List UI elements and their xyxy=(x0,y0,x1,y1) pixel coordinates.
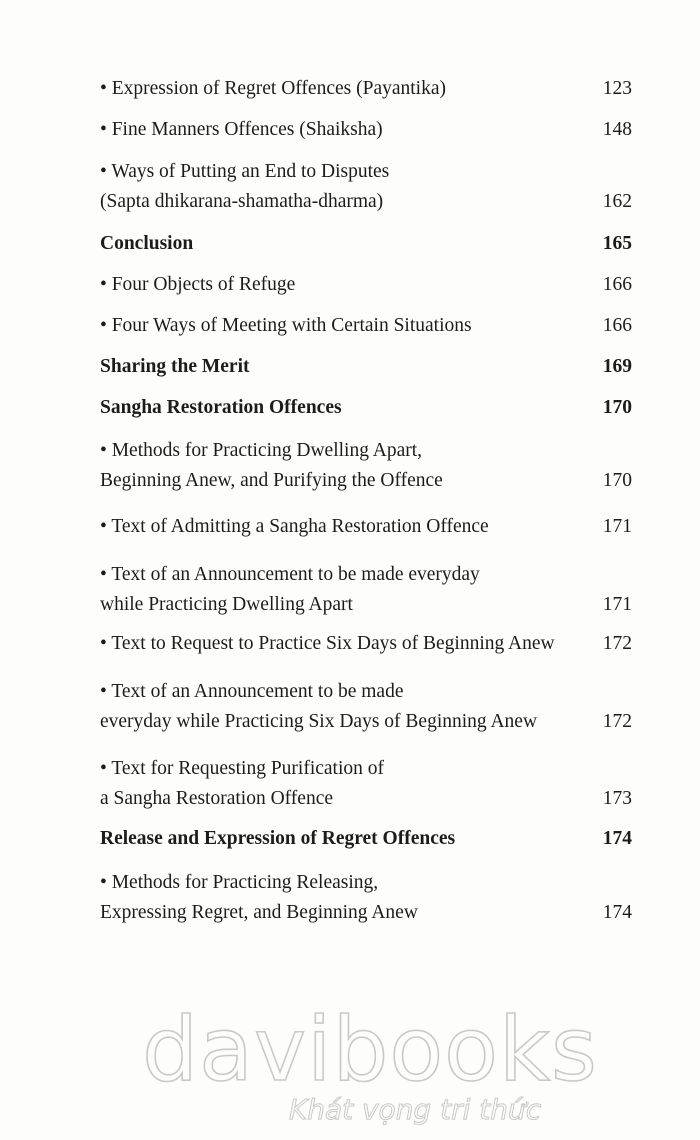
toc-page-number: 169 xyxy=(602,356,632,377)
toc-entry xyxy=(100,74,632,104)
toc-page-number: 171 xyxy=(602,594,632,615)
toc-entry xyxy=(100,436,632,496)
toc-entry-title: • Methods for Practicing Dwelling Apart, xyxy=(100,440,423,461)
toc-entry xyxy=(100,677,632,737)
toc-entry-title: • Expression of Regret Offences (Payantika) xyxy=(100,78,446,99)
toc-entry-title: • Text of an Announcement to be made xyxy=(100,681,404,702)
toc-page-number: 172 xyxy=(602,711,632,732)
toc-entry xyxy=(100,311,632,341)
toc-entry-title: • Four Objects of Refuge xyxy=(100,274,296,295)
toc-entry xyxy=(100,868,632,928)
toc-entry-title: • Ways of Putting an End to Disputes xyxy=(100,161,390,182)
toc-entry-title-continued: while Practicing Dwelling Apart xyxy=(100,594,353,615)
toc-entry xyxy=(100,512,632,542)
toc-page-number: 170 xyxy=(602,470,632,491)
toc-page-number: 174 xyxy=(602,902,632,923)
watermark-tagline: Khát vọng tri thức xyxy=(288,1093,542,1126)
toc-entry-title-continued: Beginning Anew, and Purifying the Offence xyxy=(100,470,443,491)
toc-section-heading xyxy=(100,824,632,854)
toc-page-number: 165 xyxy=(602,233,632,254)
toc-page-number: 123 xyxy=(602,78,632,99)
toc-page-number: 162 xyxy=(602,191,632,212)
toc-heading-title: Sangha Restoration Offences xyxy=(100,397,342,418)
toc-page-number: 171 xyxy=(602,516,632,537)
toc-heading-title: Sharing the Merit xyxy=(100,356,250,377)
toc-entry-title: • Text of Admitting a Sangha Restoration Offence xyxy=(100,516,489,537)
toc-entry-title: • Text of an Announcement to be made everyday xyxy=(100,564,480,585)
watermark-brand: davibooks xyxy=(142,998,598,1101)
toc-entry-title: • Fine Manners Offences (Shaiksha) xyxy=(100,119,383,140)
toc-entry-title: • Methods for Practicing Releasing, xyxy=(100,872,379,893)
toc-heading-title: Conclusion xyxy=(100,233,194,254)
toc-section-heading xyxy=(100,393,632,423)
toc-entry-title: • Four Ways of Meeting with Certain Situations xyxy=(100,315,472,336)
toc-section-heading xyxy=(100,352,632,382)
toc-entry-title: • Text for Requesting Purification of xyxy=(100,758,385,779)
toc-page-number: 166 xyxy=(602,274,632,295)
toc-entry-title-continued: Expressing Regret, and Beginning Anew xyxy=(100,902,418,923)
toc-page-number: 166 xyxy=(602,315,632,336)
toc-page-number: 174 xyxy=(602,828,632,849)
toc-entry-title-continued: (Sapta dhikarana-shamatha-dharma) xyxy=(100,191,384,212)
toc-page-number: 172 xyxy=(602,633,632,654)
toc-entry-title: • Text to Request to Practice Six Days of Beginning Anew xyxy=(100,633,555,654)
toc-entry xyxy=(100,270,632,300)
toc-page-number: 173 xyxy=(602,788,632,809)
toc-entry-title-continued: everyday while Practicing Six Days of Beginning Anew xyxy=(100,711,538,732)
toc-entry xyxy=(100,560,632,620)
toc-page-number: 148 xyxy=(602,119,632,140)
toc-entry-title-continued: a Sangha Restoration Offence xyxy=(100,788,334,809)
toc-entry xyxy=(100,115,632,145)
toc-entry xyxy=(100,629,632,659)
toc-entry xyxy=(100,754,632,814)
toc-entry xyxy=(100,157,632,217)
toc-page-number: 170 xyxy=(602,397,632,418)
toc-section-heading xyxy=(100,229,632,259)
toc-heading-title: Release and Expression of Regret Offences xyxy=(100,828,456,849)
